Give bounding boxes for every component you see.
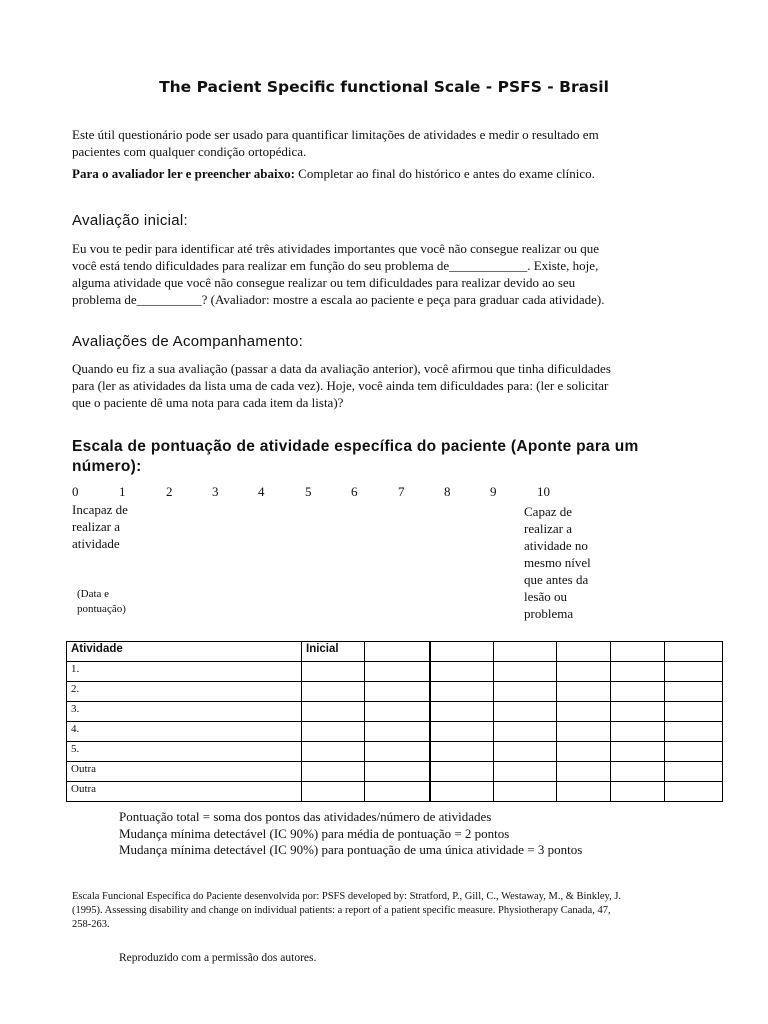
scale-heading-line: número):: [72, 458, 142, 475]
header-cell: [430, 642, 494, 662]
evaluator-instruction: [72, 165, 599, 182]
activity-label: 4.: [67, 722, 302, 742]
label-line: lesão ou: [524, 589, 567, 604]
scale-number[interactable]: 1: [119, 484, 126, 499]
scale-heading-line: Escala de pontuação de atividade específica do paciente (Aponte para um: [72, 438, 639, 455]
score-cell[interactable]: [365, 762, 431, 782]
score-cell[interactable]: [665, 722, 723, 742]
score-cell[interactable]: [302, 722, 365, 742]
label-line: que antes da: [524, 572, 589, 587]
table-row: [67, 662, 723, 682]
page-title: The Pacient Specific functional Scale - PSFS - Brasil: [159, 78, 609, 96]
scale-number[interactable]: 3: [212, 484, 219, 499]
score-cell[interactable]: [665, 742, 723, 762]
score-summary: [119, 809, 582, 859]
score-cell[interactable]: [302, 662, 365, 682]
score-cell[interactable]: [611, 682, 665, 702]
activity-label: 2.: [67, 682, 302, 702]
score-cell[interactable]: [557, 762, 611, 782]
date-score-label: [77, 587, 126, 617]
label-line: problema: [524, 606, 574, 621]
label-line: pontuação): [77, 603, 126, 615]
score-cell[interactable]: [665, 682, 723, 702]
table-row: [67, 762, 723, 782]
header-activity: Atividade: [67, 642, 302, 662]
summary-line: Mudança mínima detectável (IC 90%) para pontuação de uma única atividade = 3 pontos: [119, 842, 583, 857]
activity-label: Outra: [67, 762, 302, 782]
score-cell[interactable]: [365, 682, 431, 702]
activity-label: 1.: [67, 662, 302, 682]
label-line: realizar a: [72, 519, 120, 534]
scale-heading: [72, 437, 639, 477]
followup-heading: Avaliações de Acompanhamento:: [72, 333, 304, 350]
scale-left-label: [72, 501, 128, 552]
evaluator-text: Completar ao final do histórico e antes do exame clínico.: [294, 166, 595, 181]
initial-heading: Avaliação inicial:: [72, 212, 189, 229]
initial-line: você está tendo dificuldades para realizar em função do seu problema de____________. Existe, hoje,: [72, 258, 599, 273]
header-cell: [494, 642, 557, 662]
score-cell[interactable]: [494, 742, 557, 762]
score-cell[interactable]: [611, 762, 665, 782]
score-cell[interactable]: [302, 742, 365, 762]
header-cell: [557, 642, 611, 662]
score-cell[interactable]: [430, 682, 494, 702]
score-cell[interactable]: [302, 702, 365, 722]
header-cell: [611, 642, 665, 662]
citation-line: 258-263.: [72, 919, 110, 930]
intro-line: Este útil questionário pode ser usado para quantificar limitações de atividades e medir o resultado em: [72, 127, 599, 142]
score-cell[interactable]: [494, 702, 557, 722]
score-cell[interactable]: [611, 782, 665, 802]
scale-number[interactable]: 2: [166, 484, 173, 499]
scale-number[interactable]: 10: [537, 484, 550, 499]
citation-footer: [72, 890, 621, 932]
score-cell[interactable]: [611, 662, 665, 682]
score-cell[interactable]: [430, 762, 494, 782]
score-cell[interactable]: [494, 782, 557, 802]
score-cell[interactable]: [557, 682, 611, 702]
score-cell[interactable]: [430, 662, 494, 682]
followup-line: Quando eu fiz a sua avaliação (passar a data da avaliação anterior), você afirmou que tinha dificuldades: [72, 361, 611, 376]
label-line: atividade no: [524, 538, 588, 553]
score-cell[interactable]: [557, 662, 611, 682]
followup-line: que o paciente dê uma nota para cada item da lista)?: [72, 395, 344, 410]
score-cell[interactable]: [365, 662, 431, 682]
scale-number[interactable]: 4: [258, 484, 265, 499]
summary-line: Pontuação total = soma dos pontos das atividades/número de atividades: [119, 809, 492, 824]
evaluator-bold: Para o avaliador ler e preencher abaixo:: [72, 166, 295, 181]
followup-paragraph: [72, 360, 611, 411]
score-cell[interactable]: [365, 702, 431, 722]
table-header-row: [67, 642, 723, 662]
score-cell[interactable]: [557, 702, 611, 722]
label-line: Capaz de: [524, 504, 573, 519]
citation-line: Escala Funcional Específica do Paciente desenvolvida por: PSFS developed by: Stratford, P., Gill, C., Westaway, M., & Binkley, J.: [72, 891, 622, 902]
citation-line: (1995). Assessing disability and change on individual patients: a report of a patient specific measure. Physiotherapy Canada, 47,: [72, 905, 611, 916]
label-line: Incapaz de: [72, 502, 128, 517]
score-cell[interactable]: [611, 702, 665, 722]
score-cell[interactable]: [611, 722, 665, 742]
label-line: atividade: [72, 536, 120, 551]
scale-number[interactable]: 8: [444, 484, 451, 499]
score-cell[interactable]: [557, 782, 611, 802]
scale-number[interactable]: 9: [490, 484, 497, 499]
initial-line: Eu vou te pedir para identificar até três atividades importantes que você não consegue realizar ou que: [72, 241, 600, 256]
header-initial: Inicial: [302, 642, 365, 662]
score-cell[interactable]: [365, 782, 431, 802]
scale-number[interactable]: 0: [72, 484, 79, 499]
label-line: realizar a: [524, 521, 572, 536]
score-cell[interactable]: [365, 722, 431, 742]
activity-label: 5.: [67, 742, 302, 762]
followup-line: para (ler as atividades da lista uma de cada vez). Hoje, você ainda tem dificuldades para: (ler e solicitar: [72, 378, 609, 393]
score-cell[interactable]: [494, 662, 557, 682]
score-cell[interactable]: [430, 702, 494, 722]
initial-paragraph: [72, 240, 605, 308]
score-cell[interactable]: [494, 722, 557, 742]
score-cell[interactable]: [302, 782, 365, 802]
score-cell[interactable]: [611, 742, 665, 762]
score-cell[interactable]: [494, 762, 557, 782]
score-cell[interactable]: [430, 782, 494, 802]
activity-label: 3.: [67, 702, 302, 722]
score-cell[interactable]: [665, 702, 723, 722]
intro-paragraph: [72, 126, 599, 182]
score-cell[interactable]: [665, 782, 723, 802]
score-cell[interactable]: [302, 682, 365, 702]
score-cell[interactable]: [665, 762, 723, 782]
initial-line: alguma atividade que você não consegue realizar ou tem dificuldades para realizar devido ao seu: [72, 275, 576, 290]
header-cell: [665, 642, 723, 662]
scale-number[interactable]: 6: [351, 484, 358, 499]
table-row: [67, 702, 723, 722]
score-cell[interactable]: [365, 742, 431, 762]
score-cell[interactable]: [430, 742, 494, 762]
score-cell[interactable]: [430, 722, 494, 742]
activity-label: Outra: [67, 782, 302, 802]
scale-number[interactable]: 7: [398, 484, 405, 499]
table-row: [67, 722, 723, 742]
score-cell[interactable]: [557, 742, 611, 762]
score-cell[interactable]: [302, 762, 365, 782]
table-row: [67, 682, 723, 702]
scale-right-label: [524, 503, 591, 622]
activity-table: [66, 641, 723, 802]
scale-number[interactable]: 5: [305, 484, 312, 499]
table-row: [67, 782, 723, 802]
score-cell[interactable]: [665, 662, 723, 682]
label-line: (Data e: [77, 588, 110, 600]
label-line: mesmo nível: [524, 555, 591, 570]
score-cell[interactable]: [494, 682, 557, 702]
intro-line: pacientes com qualquer condição ortopédica.: [72, 144, 307, 159]
score-cell[interactable]: [557, 722, 611, 742]
summary-line: Mudança mínima detectável (IC 90%) para média de pontuação = 2 pontos: [119, 825, 510, 841]
header-cell: [365, 642, 431, 662]
table-row: [67, 742, 723, 762]
initial-line: problema de__________? (Avaliador: mostre a escala ao paciente e peça para graduar cada atividade).: [72, 292, 605, 307]
permission-note: Reproduzido com a permissão dos autores.: [119, 952, 317, 964]
